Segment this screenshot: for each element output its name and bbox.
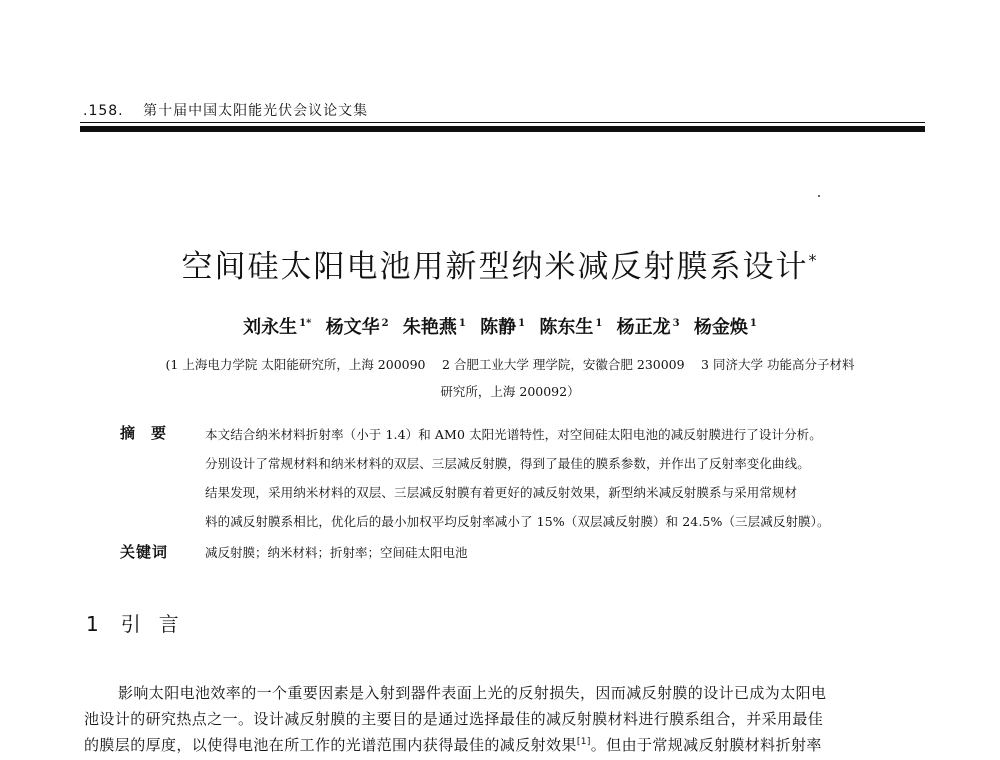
body-text-line: 的膜层的厚度，以使得电池在所工作的光谱范围内获得最佳的减反射效果[1]。但由于常规减反射膜材料折射率: [84, 736, 822, 754]
header-rule-thick: [80, 126, 925, 132]
journal-title: 第十届中国太阳能光伏会议论文集: [143, 103, 369, 119]
page-number: .158.: [83, 103, 124, 119]
keywords-text: 减反射膜；纳米材料；折射率；空间硅太阳电池: [205, 545, 468, 560]
author: 杨正龙 $^3$: [616, 317, 680, 338]
running-header: [83, 100, 368, 120]
author: 刘永生 $^{1*}$: [243, 317, 312, 338]
abstract-label: 摘要: [120, 424, 183, 442]
section-heading: [86, 608, 197, 637]
body-text-line: 池设计的研究热点之一。设计减反射膜的主要目的是通过选择最佳的减反射膜材料进行膜系组合，并采用最佳: [84, 710, 824, 728]
abstract-line: 分别设计了常规材料和纳米材料的双层、三层减反射膜，得到了最佳的膜系参数，并作出了反射率变化曲线。: [205, 456, 810, 471]
author: 朱艳燕 $^1$: [402, 317, 466, 338]
affiliations: [90, 351, 930, 405]
affiliation-line: (1 上海电力学院 太阳能研究所，上海 200090 2 合肥工业大学 理学院，安徽合肥 230009 3 同济大学 功能高分子材料: [165, 357, 855, 372]
abstract-line: 本文结合纳米材料折射率（小于 1.4）和 AM0 太阳光谱特性，对空间硅太阳电池的减反射膜进行了设计分析。: [205, 427, 822, 442]
scan-speck: [818, 195, 820, 197]
paper-title-text: 空间硅太阳电池用新型纳米减反射膜系设计: [181, 248, 809, 285]
title-footnote-mark: *: [808, 250, 819, 270]
author: 陈静 $^1$: [480, 317, 526, 338]
author-list: [0, 313, 1000, 339]
citation-ref: [1]: [576, 737, 591, 747]
keywords-label: 关键词: [120, 543, 169, 561]
body-text-line: 影响太阳电池效率的一个重要因素是入射到器件表面上光的反射损失，因而减反射膜的设计已成为太阳电: [118, 684, 827, 702]
section-number: 1: [86, 612, 99, 636]
abstract-line: 结果发现，采用纳米材料的双层、三层减反射膜有着更好的减反射效果，新型纳米减反射膜系与采用常规材: [205, 485, 798, 500]
affiliation-line: 研究所，上海 200092）: [440, 384, 580, 399]
header-rule-thin: [80, 122, 925, 123]
author: 杨金焕 $^1$: [693, 317, 757, 338]
abstract-line: 料的减反射膜系相比，优化后的最小加权平均反射率减小了 15%（双层减反射膜）和 24.5%（三层减反射膜）。: [205, 514, 830, 529]
author: 陈东生 $^1$: [539, 317, 603, 338]
author: 杨文华 $^2$: [325, 317, 389, 338]
section-title: 引言: [120, 612, 197, 636]
paper-title: [0, 241, 1000, 286]
